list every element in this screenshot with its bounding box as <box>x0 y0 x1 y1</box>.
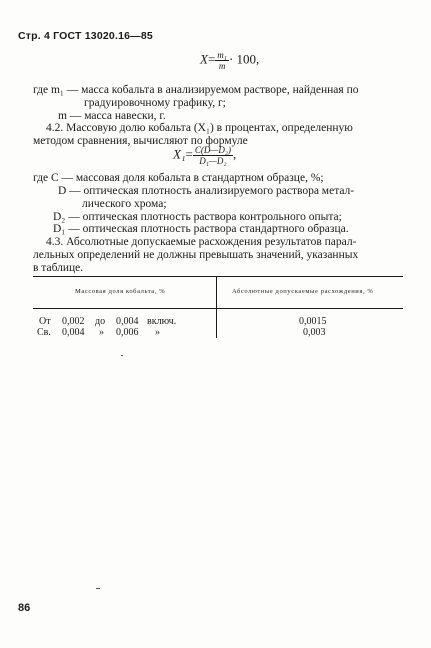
cell-from: 0,004 <box>62 327 85 338</box>
text-line: 4.3. Абсолютные допускаемые расхождения результатов парал- <box>46 236 357 248</box>
formula-denominator: m <box>218 61 226 71</box>
formula-numerator: m₁ <box>217 50 227 60</box>
definition-line: где C — массовая доля кобальта в стандартном образце, %; <box>33 172 324 184</box>
page-header: Стр. 4 ГОСТ 13020.16—85 <box>18 30 153 42</box>
cell-mid: » <box>99 327 104 338</box>
cell-to: 0,004 <box>116 316 139 327</box>
scan-speck <box>96 588 100 589</box>
text-line: лельных определений не должны превышать значений, указанных <box>33 249 359 261</box>
cell-to: 0,006 <box>116 327 139 338</box>
formula-fraction <box>193 145 233 166</box>
formula-numerator: C(D—D₂) <box>194 145 231 155</box>
formula-denominator: D₁—D₂ <box>199 156 227 166</box>
text-line: в таблице. <box>33 262 84 274</box>
page-number: 86 <box>18 602 31 614</box>
cell-suffix: » <box>155 327 160 338</box>
cell-suffix: включ. <box>147 316 177 327</box>
cell-mid: до <box>95 316 106 327</box>
formula-tail: · 100, <box>228 51 260 67</box>
formula-tail: , <box>232 146 237 162</box>
text-line: методом сравнения, вычисляют по формуле <box>33 135 248 147</box>
formula-lhs: X <box>200 51 208 67</box>
text-line: где m₁ — масса кобальта в анализируемом растворе, найденная по <box>33 84 359 96</box>
formula-x <box>200 50 259 71</box>
text-line: градуировочному графику, г; <box>84 97 226 109</box>
text-line: 4.2. Массовую долю кобальта (X₁) в процентах, определенную <box>46 122 353 134</box>
table-header-col1: Массовая доля кобальта, % <box>75 288 166 295</box>
table-header-rule <box>33 308 403 309</box>
definition-line: лического хрома; <box>82 198 167 210</box>
scan-speck <box>121 355 123 356</box>
text-line: m — масса навески, г. <box>58 110 166 122</box>
cell-value: 0,003 <box>303 327 326 338</box>
formula-x1 <box>173 145 236 166</box>
formula-fraction <box>215 50 229 71</box>
formula-lhs: X₁ <box>173 146 186 162</box>
definition-line: D₁ — оптическая плотность раствора стандартного образца. <box>53 223 349 235</box>
definition-line: D — оптическая плотность анализируемого раствора метал- <box>58 185 355 197</box>
cell-from: 0,002 <box>62 316 85 327</box>
formula-eq: = <box>185 146 193 162</box>
cell-value: 0,0015 <box>299 316 327 327</box>
formula-eq: = <box>207 51 216 67</box>
cell-prefix: Св. <box>37 327 51 338</box>
definition-line: D₂ — оптическая плотность раствора контрольного опыта; <box>53 211 342 223</box>
table-top-rule <box>33 276 403 277</box>
table-header-col2: Абсолютные допускаемые расхождения, % <box>232 288 374 295</box>
cell-prefix: От <box>39 316 51 327</box>
table-column-divider <box>216 276 217 338</box>
